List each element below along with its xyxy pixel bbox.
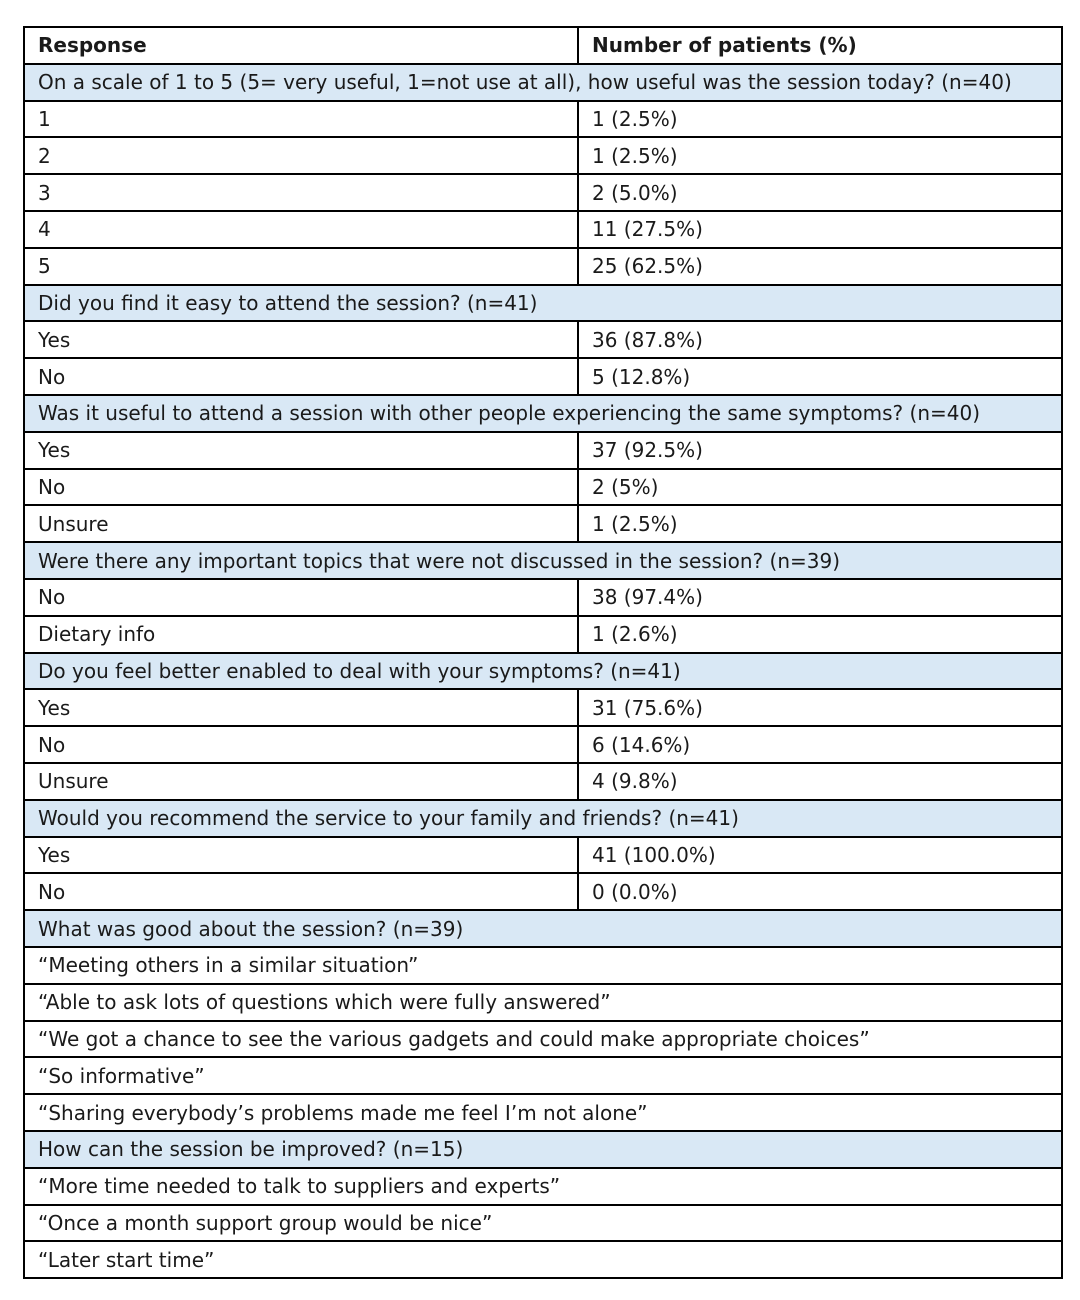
quote-cell: “More time needed to talk to suppliers and experts” — [24, 1168, 1062, 1205]
section-question: Were there any important topics that were not discussed in the session? (n=39) — [24, 542, 1062, 579]
section-question-row — [24, 910, 1062, 947]
response-cell: 4 — [24, 211, 578, 248]
section-question: On a scale of 1 to 5 (5= very useful, 1=not use at all), how useful was the session today? (n=40) — [24, 64, 1062, 101]
header-number-of-patients: Number of patients (%) — [578, 27, 1062, 64]
number-cell: 37 (92.5%) — [578, 432, 1062, 469]
response-cell: 1 — [24, 101, 578, 138]
quote-row — [24, 1205, 1062, 1242]
response-cell: No — [24, 469, 578, 506]
table-row — [24, 211, 1062, 248]
number-cell: 25 (62.5%) — [578, 248, 1062, 285]
number-cell: 6 (14.6%) — [578, 726, 1062, 763]
section-question: Was it useful to attend a session with other people experiencing the same symptoms? (n=40) — [24, 395, 1062, 432]
table-row — [24, 137, 1062, 174]
quote-cell: “Once a month support group would be nice” — [24, 1205, 1062, 1242]
response-cell: No — [24, 873, 578, 910]
response-cell: No — [24, 726, 578, 763]
response-cell: 3 — [24, 174, 578, 211]
response-cell: Unsure — [24, 505, 578, 542]
number-cell: 0 (0.0%) — [578, 873, 1062, 910]
table-row — [24, 432, 1062, 469]
table-row — [24, 873, 1062, 910]
quote-row — [24, 984, 1062, 1021]
quote-cell: “So informative” — [24, 1057, 1062, 1094]
quote-cell: “Sharing everybody’s problems made me feel I’m not alone” — [24, 1094, 1062, 1131]
quote-row — [24, 1241, 1062, 1278]
response-cell: 2 — [24, 137, 578, 174]
quote-cell: “Able to ask lots of questions which were fully answered” — [24, 984, 1062, 1021]
response-cell: No — [24, 358, 578, 395]
number-cell: 1 (2.5%) — [578, 137, 1062, 174]
table-row — [24, 469, 1062, 506]
section-question: Would you recommend the service to your family and friends? (n=41) — [24, 800, 1062, 837]
response-cell: Yes — [24, 837, 578, 874]
section-question: How can the session be improved? (n=15) — [24, 1131, 1062, 1168]
number-cell: 41 (100.0%) — [578, 837, 1062, 874]
table-row — [24, 763, 1062, 800]
table-row — [24, 579, 1062, 616]
section-question-row — [24, 653, 1062, 690]
quote-row — [24, 947, 1062, 984]
section-question: What was good about the session? (n=39) — [24, 910, 1062, 947]
number-cell: 38 (97.4%) — [578, 579, 1062, 616]
quote-row — [24, 1021, 1062, 1058]
header-response: Response — [24, 27, 578, 64]
section-question: Did you find it easy to attend the session? (n=41) — [24, 285, 1062, 322]
quote-row — [24, 1168, 1062, 1205]
table-row — [24, 101, 1062, 138]
table-row — [24, 358, 1062, 395]
number-cell: 4 (9.8%) — [578, 763, 1062, 800]
survey-table-body — [24, 27, 1062, 1278]
response-cell: Yes — [24, 321, 578, 358]
section-question-row — [24, 395, 1062, 432]
table-row — [24, 248, 1062, 285]
number-cell: 5 (12.8%) — [578, 358, 1062, 395]
quote-cell: “Later start time” — [24, 1241, 1062, 1278]
table-row — [24, 174, 1062, 211]
number-cell: 1 (2.5%) — [578, 101, 1062, 138]
response-cell: Dietary info — [24, 616, 578, 653]
number-cell: 1 (2.5%) — [578, 505, 1062, 542]
number-cell: 36 (87.8%) — [578, 321, 1062, 358]
number-cell: 31 (75.6%) — [578, 689, 1062, 726]
section-question-row — [24, 64, 1062, 101]
table-row — [24, 505, 1062, 542]
response-cell: Unsure — [24, 763, 578, 800]
section-question-row — [24, 1131, 1062, 1168]
number-cell: 1 (2.6%) — [578, 616, 1062, 653]
response-cell: No — [24, 579, 578, 616]
table-row — [24, 616, 1062, 653]
quote-cell: “Meeting others in a similar situation” — [24, 947, 1062, 984]
table-row — [24, 321, 1062, 358]
response-cell: Yes — [24, 432, 578, 469]
number-cell: 11 (27.5%) — [578, 211, 1062, 248]
number-cell: 2 (5.0%) — [578, 174, 1062, 211]
response-cell: Yes — [24, 689, 578, 726]
response-cell: 5 — [24, 248, 578, 285]
section-question-row — [24, 800, 1062, 837]
table-header-row — [24, 27, 1062, 64]
number-cell: 2 (5%) — [578, 469, 1062, 506]
table-row — [24, 689, 1062, 726]
section-question-row — [24, 542, 1062, 579]
quote-row — [24, 1057, 1062, 1094]
section-question-row — [24, 285, 1062, 322]
survey-results-table — [23, 26, 1063, 1279]
section-question: Do you feel better enabled to deal with your symptoms? (n=41) — [24, 653, 1062, 690]
quote-cell: “We got a chance to see the various gadgets and could make appropriate choices” — [24, 1021, 1062, 1058]
quote-row — [24, 1094, 1062, 1131]
table-row — [24, 726, 1062, 763]
table-row — [24, 837, 1062, 874]
